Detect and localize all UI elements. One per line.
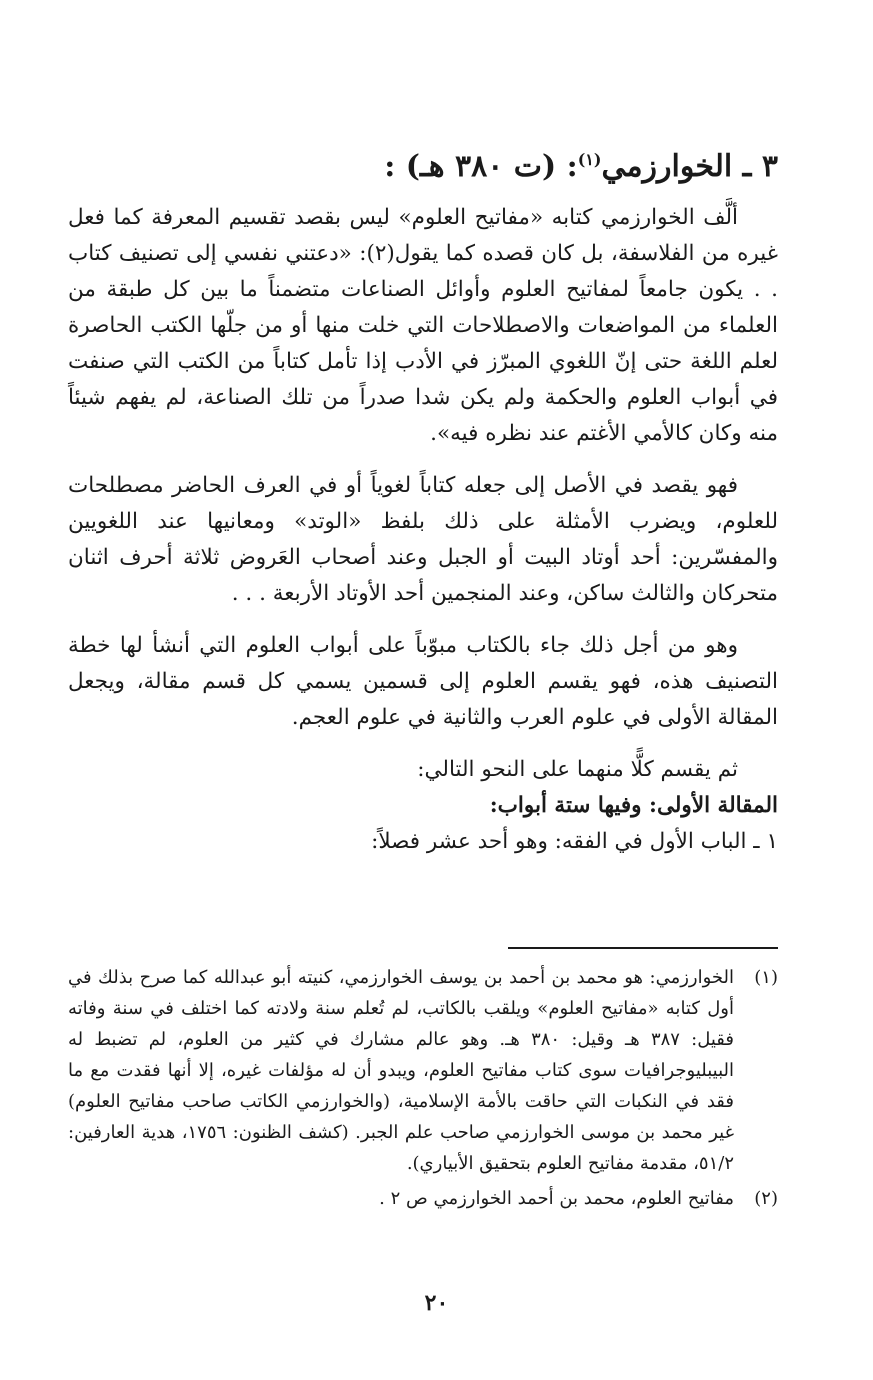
chapter-one-line: ١ ـ الباب الأول في الفقه: وهو أحد عشر فصلاً: <box>371 829 778 854</box>
footnote-number: (١) <box>754 967 778 988</box>
heading-footnote-ref: (١) <box>577 150 602 169</box>
footnote-1 <box>68 962 778 1179</box>
first-section-title: المقالة الأولى: وفيها ستة أبواب: <box>489 793 778 818</box>
paragraph-1: ألَّف الخوارزمي كتابه «مفاتيح العلوم» ليس بقصد تقسيم المعرفة كما فعل غيره من الفلاسفة، بل كان قصده كما يقول(٢): «دعتني نفسي إلى تصنيف كتاب . . يكون جامعاً لمفاتيح العلوم وأوائل الصناعات متضمناً ما بين كل طبقة من العلماء من المواضعات والاصطلاحات التي خلت منها أو من جلّها الكتب الحاصرة لعلم اللغة حتى إنّ اللغوي المبرّز في الأدب إذا تأمل كتاباً من الكتب التي صنفت في أبواب العلوم والحكمة ولم يكن شدا صدراً من تلك الصناعة، لم يفهم شيئاً منه وكان كالأمي الأغتم عند نظره فيه». <box>68 205 778 446</box>
body-text <box>68 200 778 860</box>
footnote-number: (٢) <box>754 1188 778 1209</box>
page-number: ٢٠ <box>424 1290 449 1316</box>
footnote-text: مفاتيح العلوم، محمد بن أحمد الخوارزمي ص ٢ . <box>379 1188 734 1209</box>
footnote-2 <box>68 1183 778 1214</box>
heading-title: ٣ ـ الخوارزمي <box>601 149 778 184</box>
paragraph-2: فهو يقصد في الأصل إلى جعله كتاباً لغوياً أو في العرف الحاضر مصطلحات للعلوم، ويضرب الأمثلة على ذلك بلفظ «الوتد» ومعانيها عند اللغويين والمفسّرين: أحد أوتاد البيت أو الجبل وعند أصحاب العَروض ثلاثة أحرف اثنان متحركان والثالث ساكن، وعند المنجمين أحد الأوتاد الأربعة . . . <box>68 473 778 606</box>
paragraph-3: وهو من أجل ذلك جاء بالكتاب مبوّباً على أبواب العلوم التي أنشأ لها خطة التصنيف هذه، فهو يقسم العلوم إلى قسمين يسمي كل قسم مقالة، ويجعل المقالة الأولى في علوم العرب والثانية في علوم العجم. <box>68 633 778 730</box>
section-heading <box>60 138 778 189</box>
footnotes <box>68 962 778 1218</box>
footnote-separator <box>508 947 778 949</box>
division-intro: ثم يقسم كلًّا منهما على النحو التالي: <box>417 757 738 782</box>
heading-date: : (ت ٣٨٠ هـ) : <box>384 149 578 184</box>
footnote-text: الخوارزمي: هو محمد بن أحمد بن يوسف الخوارزمي، كنيته أبو عبدالله كما صرح بذلك في أول كتابه «مفاتيح العلوم» ويلقب بالكاتب، لم تُعلم سنة ولادته كما اختلف في سنة وفاته فقيل: ٣٨٧ هـ وقيل: ٣٨٠ هـ. وهو عالم مشارك في كثير من العلوم، لم تضبط له البيبليوجرافيات سوى كتاب مفاتيح العلوم، ويبدو أن له مؤلفات غيره، إلا أنها فقدت مع ما فقد في النكبات التي حاقت بالأمة الإسلامية، (والخوارزمي الكاتب صاحب مفاتيح العلوم) غير محمد بن موسى الخوارزمي صاحب علم الجبر. (كشف الظنون: ١٧٥٦، هدية العارفين: ٥١/٢، مقدمة مفاتيح العلوم بتحقيق الأبياري). <box>68 967 734 1174</box>
